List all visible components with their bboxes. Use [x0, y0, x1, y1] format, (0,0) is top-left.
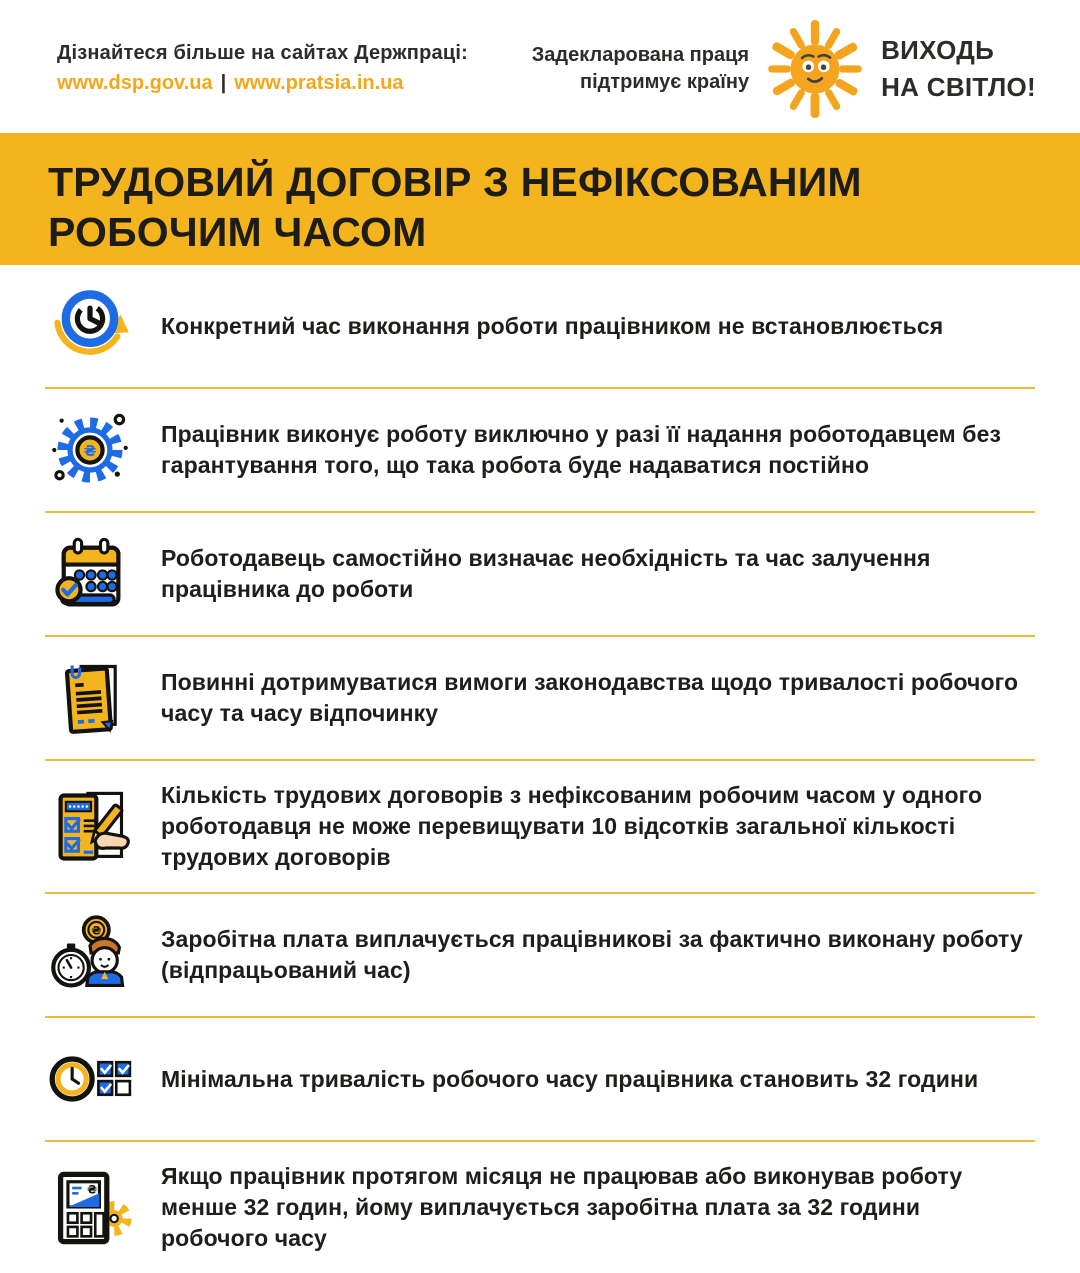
slogan-line1: Задекларована праця [531, 43, 750, 66]
clock-checkboxes-icon [48, 1037, 132, 1121]
svg-text:₴: ₴ [83, 442, 97, 460]
list-item-text: Конкретний час виконання роботи працівником не встановлюється [161, 312, 944, 339]
info-label: Дізнайтеся більше на сайтах Держпраці: [57, 42, 468, 64]
list-item [0, 1142, 1080, 1273]
site-links [57, 72, 468, 95]
document-notes-icon [48, 656, 132, 740]
calculator-gear-icon [48, 1166, 132, 1250]
sun-with-tools-logo-icon [763, 17, 867, 121]
campaign-line1: ВИХОДЬ [881, 34, 995, 65]
list-item-text: Якщо працівник протягом місяця не працював або виконував роботу менше 32 годин, йому виплачується заробітна плата за 32 години робочого часу [161, 1163, 963, 1251]
calendar-check-icon [48, 532, 132, 616]
clock-refresh-icon [48, 284, 132, 368]
page-title-line1: ТРУДОВИЙ ДОГОВІР З НЕФІКСОВАНИМ [48, 158, 862, 205]
gear-coin-icon [48, 408, 132, 492]
list-item-text: Роботодавець самостійно визначає необхідність та час залучення працівника до роботи [161, 545, 931, 602]
list-item-text: Повинні дотримуватися вимоги законодавства щодо тривалості робочого часу та часу відпочинку [161, 669, 1019, 726]
list-item [0, 513, 1080, 635]
header [0, 0, 1080, 133]
campaign-name [881, 32, 1036, 106]
campaign-line2: НА СВІТЛО! [881, 71, 1036, 102]
list-item [0, 1018, 1080, 1140]
list-item [0, 894, 1080, 1016]
svg-text:₴: ₴ [91, 923, 102, 938]
header-brand-cluster [532, 17, 1036, 121]
title-banner [0, 133, 1080, 265]
list-item [0, 637, 1080, 759]
svg-text:₴: ₴ [87, 1181, 98, 1196]
list-item [0, 389, 1080, 511]
slogan [532, 42, 749, 96]
worker-stopwatch-coin-icon [48, 913, 132, 997]
header-info [57, 42, 468, 95]
list-item [0, 761, 1080, 892]
list-item [0, 265, 1080, 387]
link-pratsia[interactable]: www.pratsia.in.ua [234, 72, 404, 94]
page-title-line2: РОБОЧИМ ЧАСОМ [48, 208, 427, 255]
list-item-text: Заробітна плата виплачується працівникові за фактично виконану роботу (відпрацьований час) [161, 926, 1023, 983]
list-item-text: Працівник виконує роботу виключно у разі її надання роботодавцем без гарантування того, що така робота буде надаватися постійно [161, 421, 1002, 478]
list-item-text: Кількість трудових договорів з нефіксованим робочим часом у одного роботодавця не може перевищувати 10 відсотків загальної кількості трудових договорів [161, 782, 983, 870]
link-dsp[interactable]: www.dsp.gov.ua [57, 72, 213, 94]
slogan-line2: підтримує країну [580, 70, 750, 93]
list-item-text: Мінімальна тривалість робочого часу працівника становить 32 години [161, 1065, 979, 1092]
link-separator: | [220, 72, 227, 94]
bullet-list [0, 265, 1080, 1273]
checklist-hand-pencil-icon [48, 785, 132, 869]
